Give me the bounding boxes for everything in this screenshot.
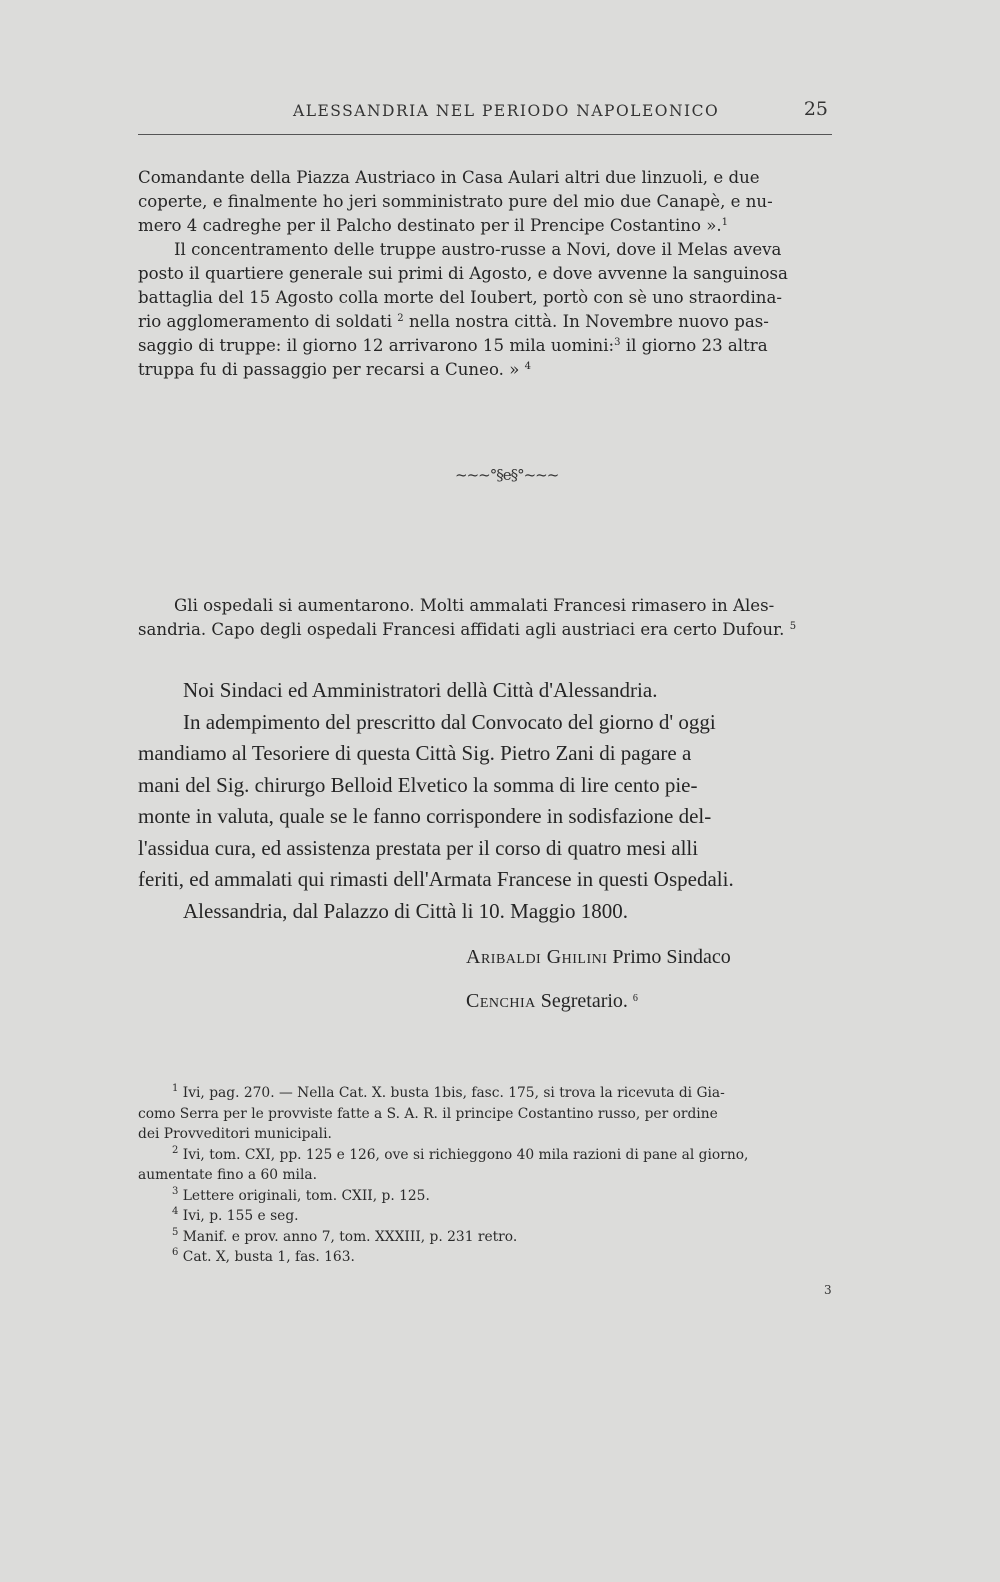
text-line: coperte, e finalmente ho jeri somministrato pure del mio due Canapè, e nu- [138,192,773,211]
footnote-ref: 5 [789,621,797,632]
footnote-2: $^2$ Ivi, tom. CXI, pp. 125 e 126, ove si richieggono 40 mila razioni di pane al giorno, [172,1144,749,1163]
quote-line: mandiamo al Tesoriere di questa Città Sig. Pietro Zani di pagare a [138,741,692,765]
footnote-3: $^3$ Lettere originali, tom. CXII, p. 125. [172,1185,430,1204]
signatory-name: Aribaldi Ghilini [466,946,608,968]
opening-paragraphs [138,166,838,382]
signature-secretary [466,990,638,1013]
footnote-1: $^1$ Ivi, pag. 270. — Nella Cat. X. busta 1bis, fasc. 175, si trova la ricevuta di Gia- [172,1083,725,1101]
text-line: battaglia del 15 Agosto colla morte del Ioubert, portò con sè uno straordina- [138,288,782,307]
quote-line: l'assidua cura, ed assistenza prestata per il corso di quatro mesi alli [138,835,699,860]
quoted-document [138,675,838,927]
hospitals-paragraph [138,594,838,642]
footnote-ref: 6 [632,993,638,1004]
footnote-ref: 2 [397,313,404,324]
quote-line: monte in valuta, quale se le fanno corrispondere in sodisfazione del- [138,804,712,828]
footnote-ref: 3 [614,337,621,348]
signature-mayor [466,946,731,969]
text-line: truppa fu di passaggio per recarsi a Cuneo. » $^4$ [138,360,531,379]
quote-line: feriti, ed ammalati qui rimasti dell'Armata Francese in questi Ospedali. [138,867,734,891]
quote-line: Noi Sindaci ed Amministratori dellà Città d'Alessandria. [183,678,658,702]
text-line: posto il quartiere generale sui primi di Agosto, e dove avvenne la sanguinosa [138,264,788,283]
section-ornament: ~~~°§e§°~~~ [455,466,559,484]
footnote-4: $^4$ Ivi, p. 155 e seg. [172,1206,299,1224]
signatory-name: Cenchia [466,990,536,1012]
quote-line: mani del Sig. chirurgo Belloid Elvetico la somma di lire cento pie- [138,772,698,797]
footnote-ref: 1 [721,217,729,228]
footnote-6: $^6$ Cat. X, busta 1, fas. 163. [172,1247,355,1265]
running-title: ALESSANDRIA NEL PERIODO NAPOLEONICO [293,102,720,120]
page-number: 25 [803,98,828,120]
text-line: rio agglomeramento di soldati $^2$ nella nostra città. In Novembre nuovo pas- [138,312,769,331]
footnotes [138,1083,848,1268]
footnote-ref: 4 [524,361,531,372]
text-line: mero 4 cadreghe per il Palcho destinato per il Prencipe Costantino ».$^1$ [138,216,729,235]
signatory-role: Primo Sindaco [612,946,731,968]
text-line: Il concentramento delle truppe austro-russe a Novi, dove il Melas aveva [174,240,782,259]
footnote-5: $^5$ Manif. e prov. anno 7, tom. XXXIII, p. 231 retro. [172,1226,518,1245]
footnote-1-cont: dei Provveditori municipali. [138,1126,332,1142]
footnote-2-cont: aumentate fino a 60 mila. [138,1167,317,1183]
printer-signature-mark: 3 [824,1283,832,1297]
footnote-1-cont: como Serra per le provviste fatte a S. A. R. il principe Costantino russo, per ordine [138,1105,718,1122]
quote-line: In adempimento del prescritto dal Convocato del giorno d' oggi [183,709,716,734]
signatory-role: Segretario. [540,990,628,1012]
text-line: Gli ospedali si aumentarono. Molti ammalati Francesi rimasero in Ales- [174,596,775,615]
text-line: sandria. Capo degli ospedali Francesi affidati agli austriaci era certo Dufour. $^5$ [138,620,797,639]
page-header [138,98,832,135]
quote-line: Alessandria, dal Palazzo di Città li 10. Maggio 1800. [183,898,628,923]
text-line: Comandante della Piazza Austriaco in Casa Aulari altri due linzuoli, e due [138,168,760,187]
text-line: saggio di truppe: il giorno 12 arrivarono 15 mila uomini:$^3$ il giorno 23 altra [138,336,768,355]
